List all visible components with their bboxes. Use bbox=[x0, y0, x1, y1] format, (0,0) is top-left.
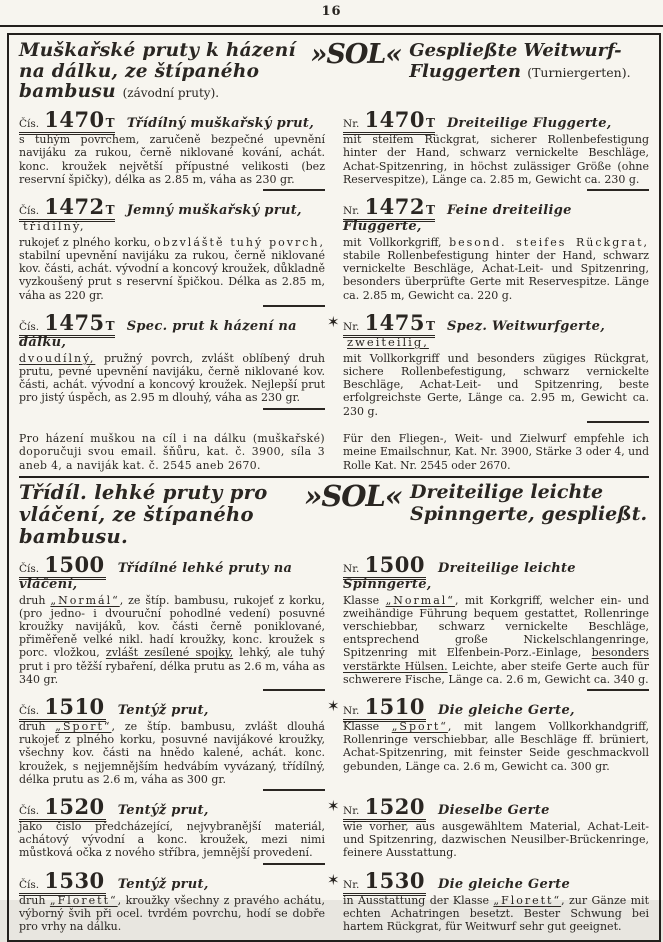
note-czech: Pro házení muškou na cíl i na dálku (muškařské) doporučuji svou email. šňůru, kat. č. 3900, síla 3 aneb 4, a naviják kat. č. 2545 aneb 2670. bbox=[19, 431, 325, 472]
entry-title: Die gleiche Gerte, bbox=[438, 703, 575, 719]
catalog-entry-1530-de bbox=[327, 867, 649, 934]
entry-number: Nr. 1475T bbox=[343, 315, 435, 338]
entry-title: Tentýž prut, bbox=[117, 802, 209, 818]
section-title-german bbox=[410, 482, 649, 526]
brand-logo: »SOL« bbox=[310, 39, 402, 70]
end-rule bbox=[587, 421, 649, 423]
entry-body: mit Vollkorkgriff, besond. steifes Rückgrat, stabile Rollenbefestigung hinter der Hand, schwarz vernickelte Beschläge, Achat-Leit- und Spitzenring, besonders überprüfte Gerte mit Reservespitze. Länge ca. 2.85 m, Gewicht ca. 220 g. bbox=[343, 235, 649, 302]
entry-title: Dieselbe Gerte bbox=[438, 802, 550, 818]
entry-title: Feine dreiteilige Fluggerte, bbox=[343, 202, 572, 234]
end-rule bbox=[263, 189, 325, 191]
entry-body: druh „Florett“, kroužky všechny z pravého achátu, výborný švih při ocel. tvrdém povrchu, hodí se dobře pro vrhy na dálku. bbox=[19, 893, 326, 933]
entry-title: Třídílný muškařský prut, bbox=[126, 116, 315, 132]
section-spinrods bbox=[19, 479, 650, 938]
catalog-entry-1530-cs bbox=[19, 867, 326, 934]
catalog-entry-1500-cs bbox=[19, 551, 325, 691]
section-flyrods bbox=[19, 41, 649, 478]
entry-number: Nr. 1530 bbox=[343, 873, 426, 896]
section-title-german-wrap bbox=[296, 479, 649, 526]
catalog-entry-1520-cs bbox=[19, 793, 325, 865]
section-title-czech-text: Třídíl. lehké pruty pro vláčení, ze štípaného bambusu. bbox=[19, 481, 268, 548]
entry-number: Čís. 1520 bbox=[19, 799, 106, 822]
end-rule bbox=[263, 863, 325, 865]
entry-number: Čís. 1475T bbox=[19, 315, 115, 338]
end-rule bbox=[263, 408, 325, 410]
page-number: 16 bbox=[321, 4, 342, 19]
top-rule bbox=[0, 25, 663, 27]
section-title-czech-text: Muškařské pruty k házení na dálku, ze štípaného bambusu bbox=[19, 40, 296, 103]
end-rule bbox=[587, 689, 649, 691]
entry-title: Jemný muškařský prut, bbox=[126, 202, 302, 218]
catalog-entry-1500-de bbox=[343, 551, 649, 691]
entry-number: Nr. 1470T bbox=[343, 112, 435, 135]
entry-title: Dreiteilige leichte Spinngerte, bbox=[343, 560, 576, 592]
star-icon: ✶ bbox=[327, 312, 340, 331]
brand-logo: »SOL« bbox=[304, 479, 403, 514]
entry-body: mit steifem Rückgrat, sicherer Rollenbefestigung hinter der Hand, schwarz vernickelte Beschläge, Achat-Spitzenring, in höchst zulässiger Größe (ohne Reservespitze), Länge ca. 2.85 m, Gewicht ca. 230 g. bbox=[343, 133, 649, 186]
entry-body: mit Vollkorkgriff und besonders zügiges Rückgrat, sichere Rollenbefestigung, schwarz vernickelte Beschläge, Achat-Leit- und Spitzenring, beste erfolgreichste Gerte, Länge ca. 2.95 m, Gewicht ca. 230 g. bbox=[343, 351, 649, 418]
note-german: Für den Fliegen-, Weit- und Zielwurf empfehle ich meine Emailschnur, Kat. Nr. 3900, Stärke 3 oder 4, und Rolle Kat. Nr. 2545 oder 2670. bbox=[343, 431, 649, 472]
section-title-german-text: Dreiteilige leichte Spinngerte, gespließt. bbox=[410, 481, 648, 526]
entry-title: Die gleiche Gerte bbox=[438, 876, 571, 892]
entry-body: s tuhým povrchem, zaručeně bezpečné upevnění navijáku za rukou, černě niklované kování, achát. konc. kroužek největší přípustné velikosti (bez reservní špičky), délka as 2.85 m, váha as 230 gr. bbox=[19, 133, 325, 186]
star-icon: ✶ bbox=[327, 796, 340, 815]
entry-number: Čís. 1470T bbox=[19, 112, 115, 135]
entry-body: jako číslo předcházející, nejvybranější materiál, achátový vývodní a konc. kroužek, mezi nimi můstková očka z nového stříbra, jemnější provedení. bbox=[19, 819, 325, 860]
entry-body: wie vorher, aus ausgewähltem Material, Achat-Leit- und Spitzenring, dazwischen Neusilber-Brückenringe, feinere Ausstattung. bbox=[343, 819, 649, 860]
entry-number: Nr. 1500 bbox=[343, 557, 426, 580]
entry-number: Čís. 1500 bbox=[19, 557, 106, 580]
entry-number: Nr. 1520 bbox=[343, 799, 426, 822]
catalog-entry-1520-de bbox=[327, 793, 649, 865]
end-rule bbox=[587, 189, 649, 191]
entry-body: rukojeť z plného korku, obzvláště tuhý povrch, stabilní upevnění navijáku za rukou, černě niklované kov. části, achát. vývodní a koncový kroužek, důkladně vyzkoušený prut s reservní špičkou. Délka as 2.85 m, váha as 220 gr. bbox=[19, 235, 325, 302]
entries-grid bbox=[19, 109, 649, 428]
entry-number: Čís. 1472T bbox=[19, 199, 115, 222]
entry-title: Dreiteilige Fluggerte, bbox=[446, 116, 612, 132]
entry-body: druh „Normál“, ze štíp. bambusu, rukojeť z korku, (pro jedno- i dvouruční pohodlné vedení) posuvné kroužky navijáků, kov. části černě poniklované, přiměřeně velké nikl. hadí kroužky, konc. kroužek s porc. vložkou, zvlášt zesílené spojky, lehký, ale tuhý prut i pro těžší rybaření, délka prutu as 2.6 m, váha as 340 gr. bbox=[19, 593, 325, 686]
section-header bbox=[19, 41, 649, 103]
catalog-entry-1472-de bbox=[343, 193, 649, 307]
entry-title: Tentýž prut, bbox=[117, 703, 209, 719]
entry-number: Nr. 1472T bbox=[343, 199, 435, 222]
content-box bbox=[7, 33, 661, 942]
entry-number: Čís. 1510 bbox=[19, 699, 106, 722]
section-title-german-wrap bbox=[303, 41, 650, 82]
entry-number: Čís. 1530 bbox=[19, 873, 106, 896]
section-title-czech bbox=[19, 41, 303, 103]
end-rule bbox=[263, 689, 325, 691]
section-title-german bbox=[409, 41, 649, 82]
catalog-entry-1472-cs: Čís. 1472T Jemný muškařský prut, třídílný, rukojeť z plného korku, obzvláště tuhý povrch, stabilní upevnění navijáku za rukou, černě niklované kov. části, achát. vývodní a koncový kroužek, důkladně vyzkoušený prut s reservní špičkou. Délka as 2.85 m, váha as 220 gr. bbox=[19, 196, 325, 307]
entry-title: Spec. prut k házení na dálku, bbox=[19, 318, 297, 350]
catalog-entry-1470-cs bbox=[19, 109, 325, 191]
end-rule bbox=[263, 789, 325, 791]
star-icon: ✶ bbox=[327, 697, 340, 716]
section-title-german-note: (Turniergerten). bbox=[527, 64, 631, 80]
catalog-entry-1510-de bbox=[327, 694, 650, 791]
catalog-entry-1470-de bbox=[343, 109, 649, 191]
entry-title: Spez. Weitwurfgerte, bbox=[446, 318, 606, 334]
entries-grid bbox=[19, 551, 650, 938]
section-title-czech bbox=[19, 482, 296, 547]
catalog-entry-1475-de: ✶ Nr. 1475T Spez. Weitwurfgerte, zweiteilig, mit Vollkorkgriff und besonders zügiges Rückgrat, sichere Rollenbefestigung, schwarz vernickelte Beschläge, Achat-Leit- und Spitzenring, beste erfolgreichste Gerte, Länge ca. 2.95 m, Gewicht ca. 230 g. bbox=[343, 312, 649, 423]
entry-body: in Ausstattung der Klasse „Florett“, zur Gänze mit echten Achatringen besetzt. Bester Schwung bei hartem Rückgrat, für Weitwurf sehr gut geeignet. bbox=[343, 893, 649, 933]
catalog-entry-1475-cs bbox=[19, 309, 325, 423]
star-icon: ✶ bbox=[327, 870, 340, 889]
section-header bbox=[19, 479, 649, 548]
entry-number: Nr. 1510 bbox=[343, 699, 426, 722]
entry-title: Tentýž prut, bbox=[117, 876, 209, 892]
entry-body: Klasse „Sport“, mit langem Vollkorkhandgriff, Rollenringe verschiebbar, alle Beschläge ff. brüniert, Achat-Spitzenring, mit feinster Seide geschmackvoll gebunden, Länge ca. 2.6 m, Gewicht ca. 300 gr. bbox=[343, 720, 650, 773]
section-title-czech-note: (závodní pruty). bbox=[122, 86, 220, 101]
catalog-entry-1510-cs bbox=[19, 696, 325, 791]
section-title-german-text: Gespließte Weitwurf-Fluggerten bbox=[409, 40, 622, 82]
entry-title: Třídílné lehké pruty na vláčení, bbox=[19, 560, 293, 592]
recommendation-notes bbox=[19, 432, 649, 472]
entry-body: dvoudílný, pružný povrch, zvlášt oblíbený druh prutu, pevné upevnění navijáku, černě niklované kov. části, achát. vývodní a koncový kroužek. Nejlepší prut pro jistý úspěch, as 2.95 m dlouhý, váha as 230 gr. bbox=[19, 351, 325, 405]
entry-body: Klasse „Normal“, mit Korkgriff, welcher ein- und zweihändige Führung bequem gestattet, Rollenringe verschiebbar, schwarz vernickelte Beschläge, entsprechend große Nickelschlangenringe, Spitzenring mit Elfenbein-Porz.-Einlage, besonders verstärkte Hülsen. Leichte, aber steife Gerte auch für schwerere Fische, Länge ca. 2.6 m, Gewicht ca. 340 g. bbox=[343, 593, 649, 686]
end-rule bbox=[263, 305, 325, 307]
entry-body: druh „Sport“, ze štíp. bambusu, zvlášt dlouhá rukojeť z plného korku, posuvné navijákové kroužky, všechny kov. části na hnědo kalené, achát. konc. kroužek, s nejjemnějším hedvábím vyvázaný, třídílný, délka prutu as 2.6 m, váha as 300 gr. bbox=[19, 720, 325, 786]
